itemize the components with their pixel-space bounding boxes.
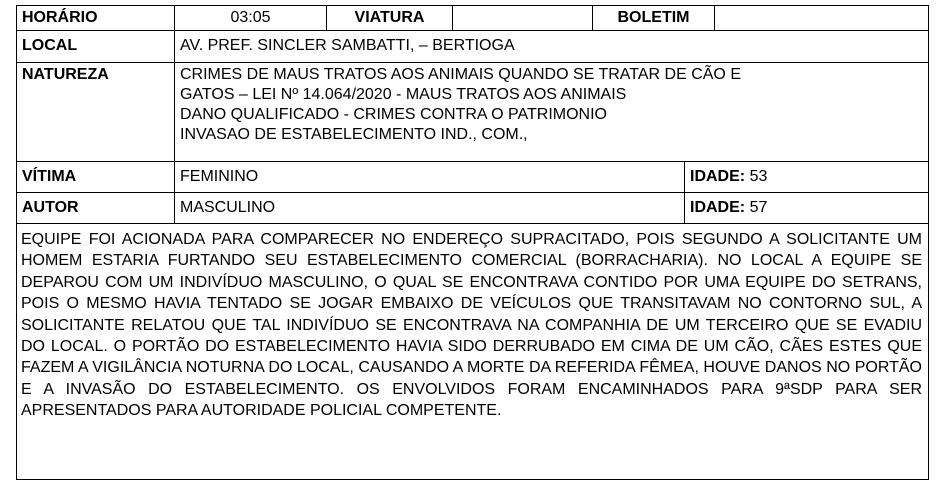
natureza-row [17,63,928,162]
vitima-label: VÍTIMA [17,162,175,192]
autor-idade [685,193,928,223]
occurrence-report [16,5,929,480]
natureza-label: NATUREZA [17,63,175,161]
local-row [17,31,928,63]
vitima-row [17,162,928,193]
natureza-value [175,63,928,161]
viatura-value [453,6,593,30]
vitima-idade-value: 53 [749,168,768,185]
autor-label: AUTOR [17,193,175,223]
natureza-line: GATOS – LEI Nº 14.064/2020 - MAUS TRATOS AOS ANIMAIS [180,86,627,103]
boletim-label: BOLETIM [593,6,715,30]
natureza-line: CRIMES DE MAUS TRATOS AOS ANIMAIS QUANDO SE TRATAR DE CÃO E [180,66,741,83]
header-row [17,6,928,31]
autor-row [17,193,928,224]
vitima-value: FEMININO [175,162,685,192]
viatura-label: VIATURA [327,6,453,30]
natureza-line: INVASAO DE ESTABELECIMENTO IND., COM., [180,126,528,143]
autor-value: MASCULINO [175,193,685,223]
boletim-value [715,6,928,30]
vitima-idade-label: IDADE: [690,168,746,185]
local-value: AV. PREF. SINCLER SAMBATTI, – BERTIOGA [180,37,515,54]
autor-idade-label: IDADE: [690,199,746,216]
natureza-line: DANO QUALIFICADO - CRIMES CONTRA O PATRIMONIO [180,106,607,123]
vitima-idade [685,162,928,192]
local-label: LOCAL [17,31,175,62]
horario-value: 03:05 [175,6,327,30]
historico-text: EQUIPE FOI ACIONADA PARA COMPARECER NO ENDEREÇO SUPRACITADO, POIS SEGUNDO A SOLICITANTE UM HOMEM ESTARIA FURTANDO SEU ESTABELECIMENTO COMERCIAL (BORRACHARIA). NO LOCAL A EQUIPE SE DEPAROU COM UM INDIVÍDUO MASCULINO, O QUAL SE ENCONTRAVA CONTIDO POR UMA EQUIPE DO SETRANS, POIS O MESMO HAVIA TENTADO SE JOGAR EMBAIXO DE VEÍCULOS QUE TRANSITAVAM NO CONTORNO SUL, A SOLICITANTE RELATOU QUE TAL INDIVÍDUO SE ENCONTRAVA NA COMPANHIA DE UM TERCEIRO QUE SE EVADIU DO LOCAL. O PORTÃO DO ESTABELECIMENTO HAVIA SIDO DERRUBADO EM CIMA DE UM CÃO, CÃES ESTES QUE FAZEM A VIGILÂNCIA NOTURNA DO LOCAL, CAUSANDO A MORTE DA REFERIDA FÊMEA, HOUVE DANOS NO PORTÃO E A INVASÃO DO ESTABELECIMENTO. OS ENVOLVIDOS FORAM ENCAMINHADOS PARA 9ªSDP PARA SER APRESENTADOS PARA AUTORIDADE POLICIAL COMPETENTE. [21,231,922,420]
horario-label: HORÁRIO [17,6,175,30]
autor-idade-value: 57 [749,199,768,216]
